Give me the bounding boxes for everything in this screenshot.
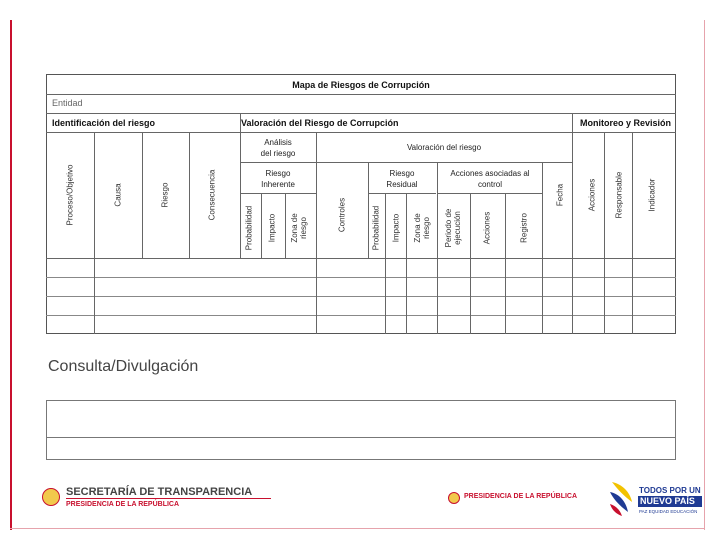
entity-label: Entidad [52, 98, 83, 108]
colombia-seal-icon [42, 488, 60, 506]
row-divider [46, 94, 676, 95]
subheader-riesgo-residual-line2: Residual [386, 180, 418, 189]
col-divider [604, 132, 605, 334]
subheader-riesgo-residual-line1: Riesgo [389, 169, 415, 178]
row-divider [46, 132, 676, 133]
slide-frame-right-border [704, 20, 705, 530]
col-divider [142, 132, 143, 258]
row-divider [46, 113, 676, 114]
consulta-title: Consulta/Divulgación [48, 358, 199, 375]
col-header-zona-riesgo-residual-line2: riesgo [422, 217, 431, 239]
col-divider [385, 193, 386, 334]
row-divider [438, 193, 542, 194]
col-header-periodo-line1: Periodo de [444, 208, 453, 248]
col-divider [285, 193, 286, 258]
table-row [46, 277, 676, 278]
col-divider [316, 132, 317, 334]
row-divider [240, 193, 316, 194]
col-divider [632, 132, 633, 334]
subheader-acciones-asociadas-line1: Acciones asociadas al [450, 169, 530, 178]
subheader-acciones-asociadas-line2: control [477, 180, 502, 189]
slide-frame-bottom-border [10, 528, 705, 529]
section-identificacion: Identificación del riesgo [52, 118, 156, 128]
secretaria-line2: PRESIDENCIA DE LA REPÚBLICA [66, 501, 180, 508]
subheader-analisis [240, 137, 316, 159]
col-header-periodo [444, 209, 462, 248]
presidencia-logo [448, 490, 598, 506]
secretaria-logo [40, 484, 280, 512]
col-header-zona-riesgo [290, 213, 308, 242]
subheader-analisis-line1: Análisis [264, 138, 292, 147]
col-divider [505, 193, 506, 334]
table-row [46, 296, 676, 297]
subheader-riesgo-inherente-line1: Riesgo [265, 169, 291, 178]
col-header-acciones-monitoreo: Acciones [587, 178, 597, 212]
col-header-impacto-residual: Impacto [391, 213, 401, 243]
col-divider [437, 162, 438, 334]
section-monitoreo: Monitoreo y Revisión [580, 118, 672, 128]
row-divider [240, 162, 572, 163]
subheader-valoracion-riesgo: Valoración del riesgo [406, 143, 482, 152]
colombia-seal-icon [448, 492, 460, 504]
campaign-line2: NUEVO PAÍS [640, 496, 695, 506]
col-header-zona-riesgo-residual-line1: Zona de [413, 213, 422, 243]
subheader-riesgo-residual [368, 168, 436, 190]
col-header-probabilidad: Probabilidad [244, 205, 254, 251]
col-header-impacto: Impacto [267, 213, 277, 243]
subheader-riesgo-inherente-line2: Inherente [261, 180, 295, 189]
consulta-table [46, 400, 676, 460]
col-divider [240, 113, 241, 258]
col-header-consecuencia: Consecuencia [207, 169, 217, 221]
col-divider [189, 132, 190, 258]
col-divider [94, 132, 95, 334]
col-header-zona-riesgo-line1: Zona de [290, 213, 299, 243]
campaign-logo [608, 476, 708, 520]
col-header-riesgo: Riesgo [160, 182, 170, 208]
col-divider [572, 113, 573, 334]
col-header-registro: Registro [519, 213, 529, 243]
col-header-responsable: Responsable [614, 171, 624, 219]
col-header-zona-riesgo-line2: riesgo [299, 217, 308, 239]
secretaria-underline [66, 498, 271, 499]
subheader-riesgo-inherente [240, 168, 316, 190]
campaign-line1: TODOS POR UN [639, 486, 701, 495]
col-divider [368, 162, 369, 258]
col-header-controles: Controles [337, 197, 347, 233]
consulta-row-divider [47, 437, 675, 438]
campaign-mark-icon [608, 478, 636, 518]
section-valoracion: Valoración del Riesgo de Corrupción [241, 118, 399, 128]
col-divider [542, 162, 543, 334]
row-divider [46, 258, 676, 259]
row-divider [368, 193, 436, 194]
col-header-periodo-line2: ejecución [453, 211, 462, 245]
col-divider [470, 193, 471, 334]
col-divider [261, 193, 262, 258]
col-header-acciones: Acciones [482, 211, 492, 245]
col-header-zona-riesgo-residual [413, 213, 431, 242]
subheader-analisis-line2: del riesgo [260, 149, 296, 158]
campaign-line3: PAZ EQUIDAD EDUCACIÓN [639, 509, 698, 514]
presidencia-text: PRESIDENCIA DE LA REPÚBLICA [464, 493, 578, 500]
secretaria-line1: SECRETARÍA DE TRANSPARENCIA [66, 486, 253, 498]
col-header-fecha: Fecha [555, 183, 565, 207]
col-header-proceso: Proceso/Objetivo [65, 164, 75, 226]
table-title: Mapa de Riesgos de Corrupción [292, 80, 430, 90]
col-header-indicador: Indicador [647, 178, 657, 212]
slide-frame-left-border [10, 20, 12, 530]
table-row [46, 315, 676, 316]
col-header-causa: Causa [113, 183, 123, 207]
subheader-acciones-asociadas [438, 168, 542, 190]
col-divider [406, 193, 407, 334]
col-header-probabilidad-residual: Probabilidad [371, 205, 381, 251]
